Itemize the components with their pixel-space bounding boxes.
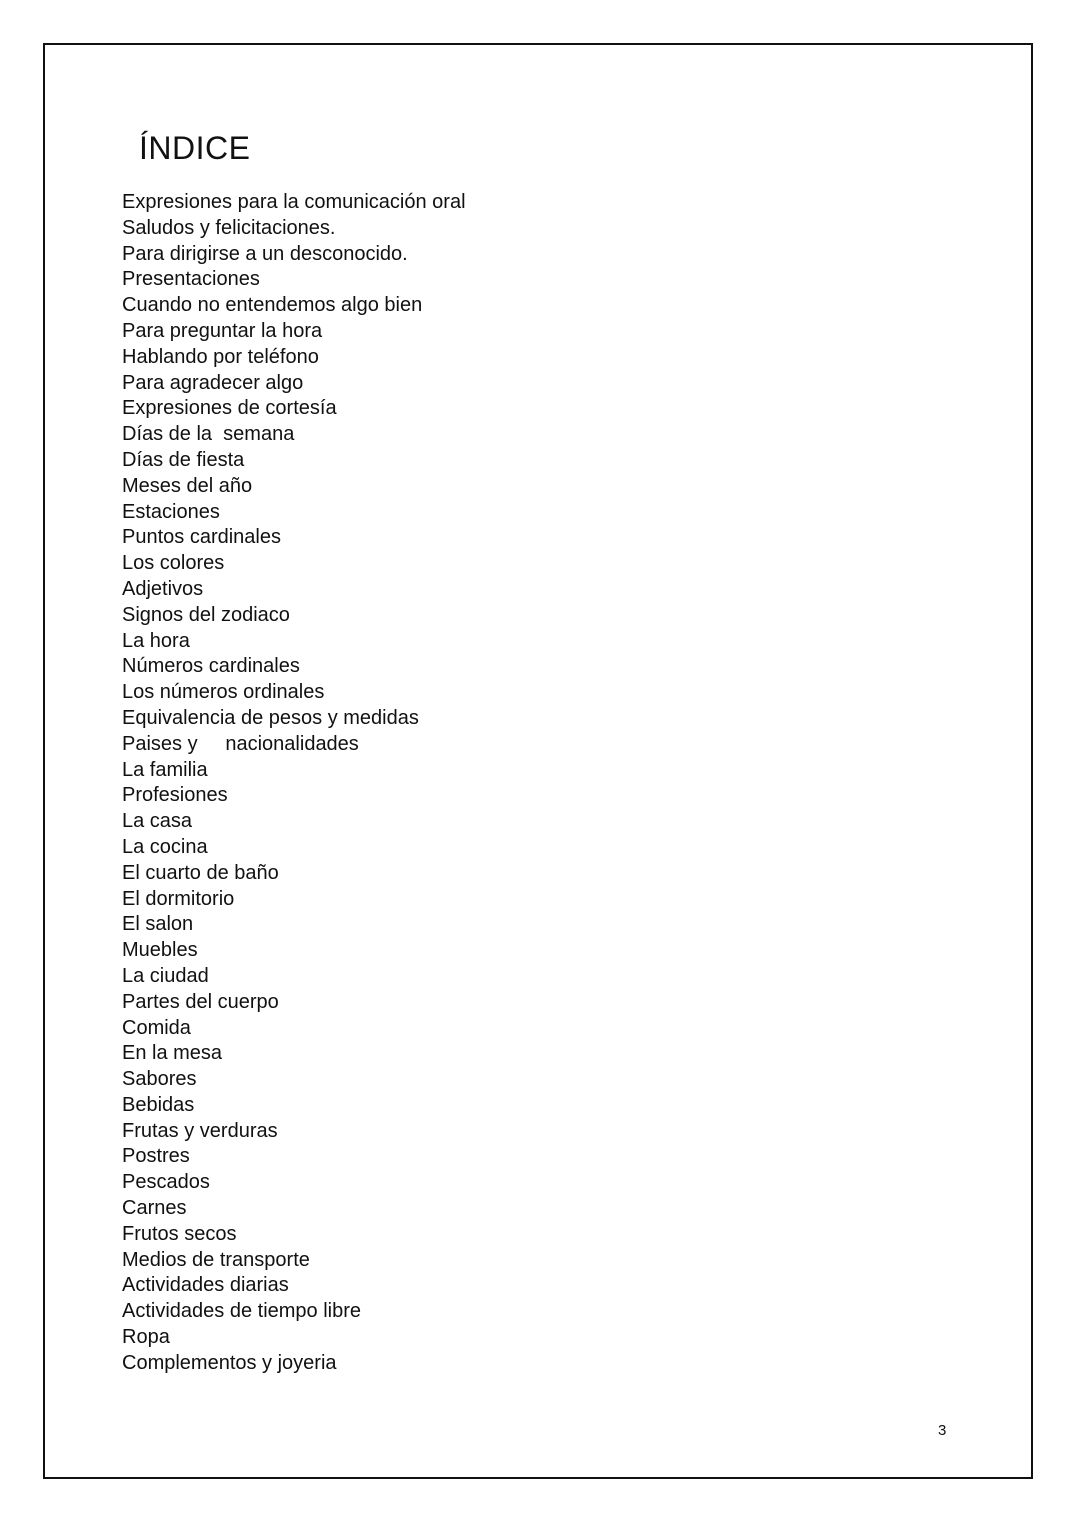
toc-item: La familia: [122, 758, 208, 781]
toc-item: Actividades de tiempo libre: [122, 1300, 362, 1323]
toc-item: La casa: [122, 810, 193, 833]
toc-item: Frutas y verduras: [122, 1119, 278, 1142]
toc-item: Medios de transporte: [122, 1248, 310, 1271]
toc-item: Pescados: [122, 1171, 210, 1194]
toc-item: Comida: [122, 1016, 191, 1039]
toc-item: Frutos secos: [122, 1222, 237, 1245]
toc-item: Puntos cardinales: [122, 526, 281, 549]
toc-item: Profesiones: [122, 784, 228, 807]
toc-item: Bebidas: [122, 1093, 195, 1116]
toc-item: Hablando por teléfono: [122, 345, 319, 368]
toc-item: Números cardinales: [122, 655, 300, 678]
toc-item: Para preguntar la hora: [122, 319, 323, 342]
toc-item: Cuando no entendemos algo bien: [122, 294, 423, 317]
toc-item: La ciudad: [122, 964, 209, 987]
toc-item: Ropa: [122, 1326, 170, 1349]
toc-item: En la mesa: [122, 1042, 223, 1065]
toc-item: El dormitorio: [122, 887, 235, 910]
toc-item: Para dirigirse a un desconocido.: [122, 242, 408, 265]
toc-item: Días de la semana: [122, 423, 295, 446]
toc-item: Saludos y felicitaciones.: [122, 216, 336, 239]
toc-item: Paises y nacionalidades: [122, 732, 359, 755]
toc-item: Actividades diarias: [122, 1274, 289, 1297]
page-title: ÍNDICE: [139, 130, 251, 166]
toc-item: El salon: [122, 913, 194, 936]
toc-item: Partes del cuerpo: [122, 990, 279, 1013]
toc-item: Sabores: [122, 1068, 197, 1091]
toc-item: Expresiones de cortesía: [122, 397, 337, 420]
toc-item: Complementos y joyeria: [122, 1351, 337, 1374]
toc-item: Postres: [122, 1145, 190, 1168]
toc-item: Para agradecer algo: [122, 371, 304, 394]
toc-item: Meses del año: [122, 474, 253, 497]
toc-item: Signos del zodiaco: [122, 603, 290, 626]
toc-item: La hora: [122, 629, 190, 652]
toc-item: Expresiones para la comunicación oral: [122, 191, 466, 213]
toc-item: Equivalencia de pesos y medidas: [122, 706, 419, 729]
toc-item: Estaciones: [122, 500, 220, 523]
toc-item: Carnes: [122, 1197, 187, 1220]
toc-item: El cuarto de baño: [122, 861, 279, 884]
toc-item: La cocina: [122, 835, 208, 858]
page-number: 3: [938, 1422, 947, 1439]
toc-item: Días de fiesta: [122, 448, 245, 471]
table-of-contents: [122, 190, 466, 1377]
toc-item: Muebles: [122, 939, 198, 962]
toc-item: Los colores: [122, 552, 225, 575]
toc-item: Presentaciones: [122, 268, 260, 291]
toc-item: Los números ordinales: [122, 681, 325, 704]
toc-item: Adjetivos: [122, 577, 204, 600]
